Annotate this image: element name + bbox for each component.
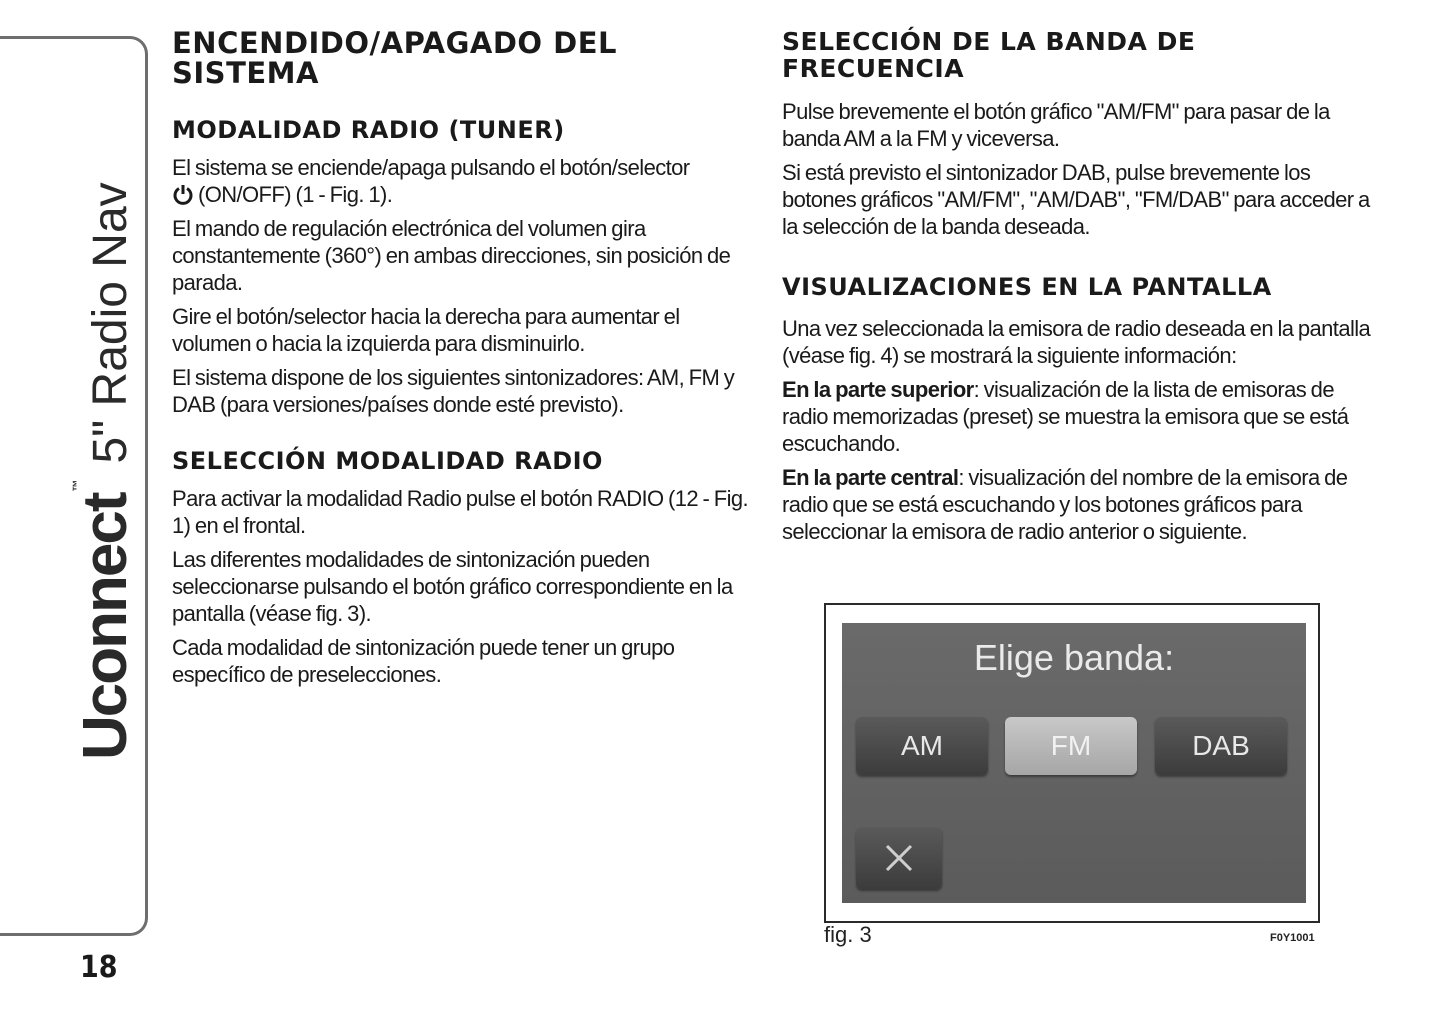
figure-frame: [824, 603, 1320, 923]
product-name: 5" Radio Nav: [84, 182, 137, 464]
side-label: [70, 182, 141, 760]
close-button[interactable]: [856, 827, 942, 889]
figure-code: F0Y1001: [1270, 932, 1315, 944]
paragraph: Para activar la modalidad Radio pulse el botón RADIO (12 - Fig. 1) en el frontal.: [172, 486, 749, 538]
screen-title: Elige banda:: [973, 637, 1175, 678]
paragraph: Las diferentes modalidades de sintonización pueden seleccionarse pulsando el botón gráfico correspondiente en la pantalla (véase fig. 3).: [172, 547, 733, 626]
paragraph: El sistema dispone de los siguientes sintonizadores: AM, FM y DAB (para versiones/países donde esté previsto).: [172, 365, 735, 417]
close-icon: [856, 827, 942, 889]
paragraph: Cada modalidad de sintonización puede tener un grupo específico de preselecciones.: [172, 635, 675, 687]
right-column: [782, 28, 1372, 552]
paragraph: En la parte superior: visualización de la lista de emisoras de radio memorizadas (preset) se muestra la emisora que se está escuchando.: [782, 377, 1349, 456]
am-button[interactable]: AM: [856, 717, 988, 775]
section-heading-band: SELECCIÓN DE LA BANDA DE FRECUENCIA: [782, 27, 1196, 83]
paragraph: Pulse brevemente el botón gráfico "AM/FM" para pasar de la banda AM a la FM y viceversa.: [782, 99, 1330, 151]
section-heading-radio-mode: SELECCIÓN MODALIDAD RADIO: [172, 447, 603, 475]
section-heading-tuner: MODALIDAD RADIO (TUNER): [172, 116, 565, 144]
paragraph: Una vez seleccionada la emisora de radio deseada en la pantalla (véase fig. 4) se mostrará la siguiente información:: [782, 316, 1371, 368]
page-title: ENCENDIDO/APAGADO DEL SISTEMA: [172, 26, 618, 90]
page-number: 18: [80, 950, 118, 985]
left-column: [172, 28, 762, 695]
paragraph: El mando de regulación electrónica del volumen gira constantemente (360°) en ambas direcciones, sin posición de parada.: [172, 216, 731, 295]
dab-button[interactable]: DAB: [1155, 717, 1287, 775]
radio-screen: [842, 623, 1306, 903]
paragraph: En la parte central: visualización del nombre de la emisora de radio que se está escuchando y los botones gráficos para seleccionar la emisora de radio anterior o siguiente.: [782, 465, 1348, 544]
brand-logo: Uconnect™: [70, 481, 140, 760]
figure-caption: fig. 3: [824, 922, 872, 947]
section-heading-display: VISUALIZACIONES EN LA PANTALLA: [782, 273, 1272, 301]
paragraph: Gire el botón/selector hacia la derecha para aumentar el volumen o hacia la izquierda para disminuirlo.: [172, 304, 680, 356]
paragraph: Si está previsto el sintonizador DAB, pulse brevemente los botones gráficos "AM/FM", "AM/DAB", "FM/DAB" para acceder a la selección de la banda deseada.: [782, 160, 1370, 239]
power-icon: [172, 183, 194, 205]
paragraph: El sistema se enciende/apaga pulsando el botón/selector (ON/OFF) (1 - Fig. 1).: [172, 155, 690, 207]
fm-button[interactable]: FM: [1005, 717, 1137, 775]
